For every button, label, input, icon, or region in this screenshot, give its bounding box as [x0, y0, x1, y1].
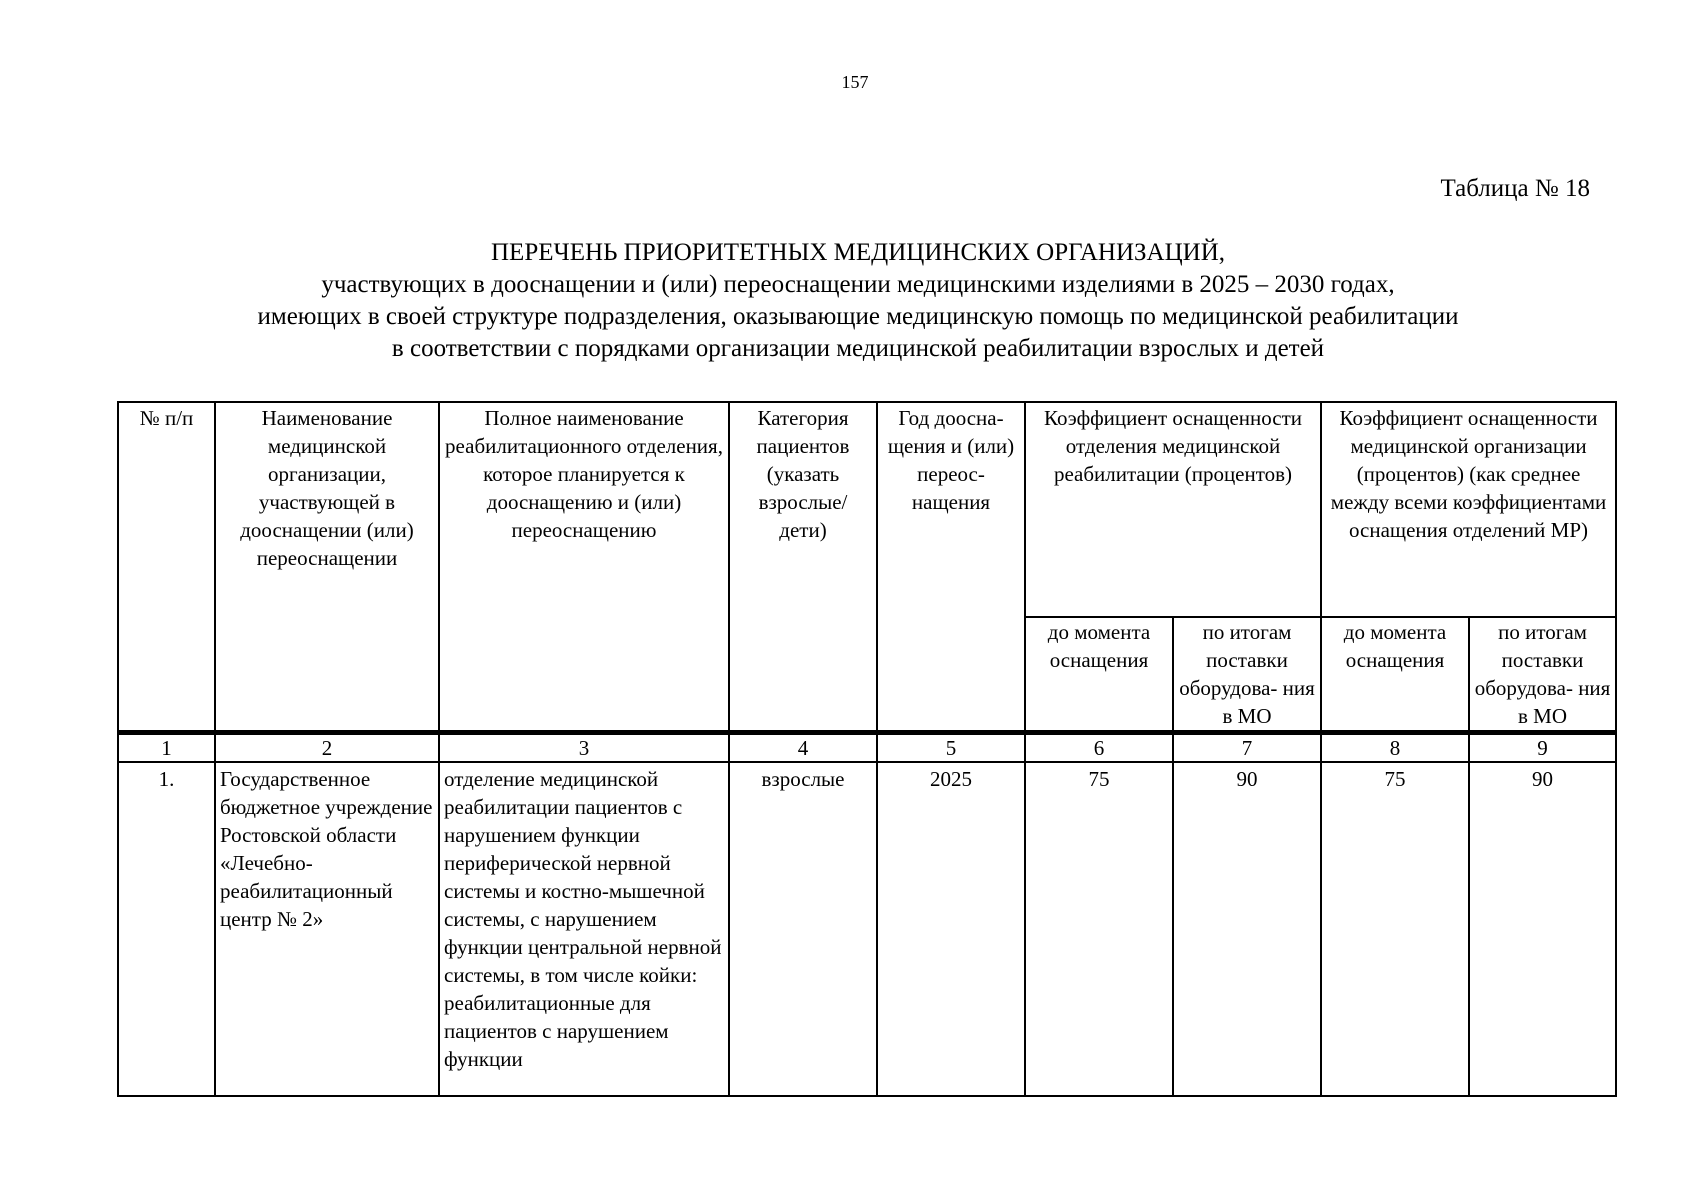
- header-num: № п/п: [118, 402, 215, 733]
- column-number: 7: [1173, 733, 1321, 763]
- column-number: 1: [118, 733, 215, 763]
- table-row: [118, 762, 1616, 1096]
- cell-org-before: 75: [1321, 762, 1469, 1096]
- column-number: 5: [877, 733, 1025, 763]
- table-header-row: [118, 402, 1616, 617]
- column-number: 8: [1321, 733, 1469, 763]
- cell-org-after: 90: [1469, 762, 1616, 1096]
- header-org-after: по итогам поставки оборудова- ния в МО: [1469, 617, 1616, 733]
- title-line-3: имеющих в своей структуре подразделения, оказывающие медицинскую помощь по медицинской реабилитации: [257, 303, 1459, 330]
- header-category: Категория пациентов (указать взрослые/ дети): [729, 402, 877, 733]
- title-line-2: участвующих в дооснащении и (или) переоснащении медицинскими изделиями в 2025 – 2030 годах,: [321, 271, 1395, 298]
- header-dept-name: Полное наименование реабилитационного отделения, которое планируется к дооснащению и (или) переоснащению: [439, 402, 729, 733]
- document-title: [108, 237, 1608, 365]
- header-dept-before: до момента оснащения: [1025, 617, 1173, 733]
- cell-num: 1.: [118, 762, 215, 1096]
- column-number: 3: [439, 733, 729, 763]
- header-coef-org: Коэффициент оснащенности медицинской организации (процентов) (как среднее между всеми коэффициентами оснащения отделений МР): [1321, 402, 1616, 617]
- organizations-table: [117, 401, 1617, 1097]
- column-number: 9: [1469, 733, 1616, 763]
- column-number: 4: [729, 733, 877, 763]
- column-number: 6: [1025, 733, 1173, 763]
- header-org-before: до момента оснащения: [1321, 617, 1469, 733]
- header-year: Год доосна- щения и (или) переос- нащения: [877, 402, 1025, 733]
- title-line-1: ПЕРЕЧЕНЬ ПРИОРИТЕТНЫХ МЕДИЦИНСКИХ ОРГАНИЗАЦИЙ,: [491, 239, 1225, 266]
- header-dept-after: по итогам поставки оборудова- ния в МО: [1173, 617, 1321, 733]
- cell-dept-after: 90: [1173, 762, 1321, 1096]
- cell-org-name: Государственное бюджетное учреждение Ростовской области «Лечебно-реабилитационный центр № 2»: [215, 762, 439, 1096]
- title-line-4: в соответствии с порядками организации медицинской реабилитации взрослых и детей: [391, 335, 1325, 362]
- cell-dept-before: 75: [1025, 762, 1173, 1096]
- header-coef-dept: Коэффициент оснащенности отделения медицинской реабилитации (процентов): [1025, 402, 1321, 617]
- header-org-name: Наименование медицинской организации, участвующей в дооснащении (или) переоснащении: [215, 402, 439, 733]
- table-label: Таблица № 18: [1440, 175, 1590, 202]
- cell-year: 2025: [877, 762, 1025, 1096]
- column-number-row: [118, 733, 1616, 763]
- cell-dept-name: отделение медицинской реабилитации пациентов с нарушением функции периферической нервной системы и костно-мышечной системы, с нарушением функции центральной нервной системы, в том числе койки: реабилитационные для пациентов с нарушением функции: [439, 762, 729, 1096]
- column-number: 2: [215, 733, 439, 763]
- page-number: 157: [841, 72, 869, 92]
- cell-category: взрослые: [729, 762, 877, 1096]
